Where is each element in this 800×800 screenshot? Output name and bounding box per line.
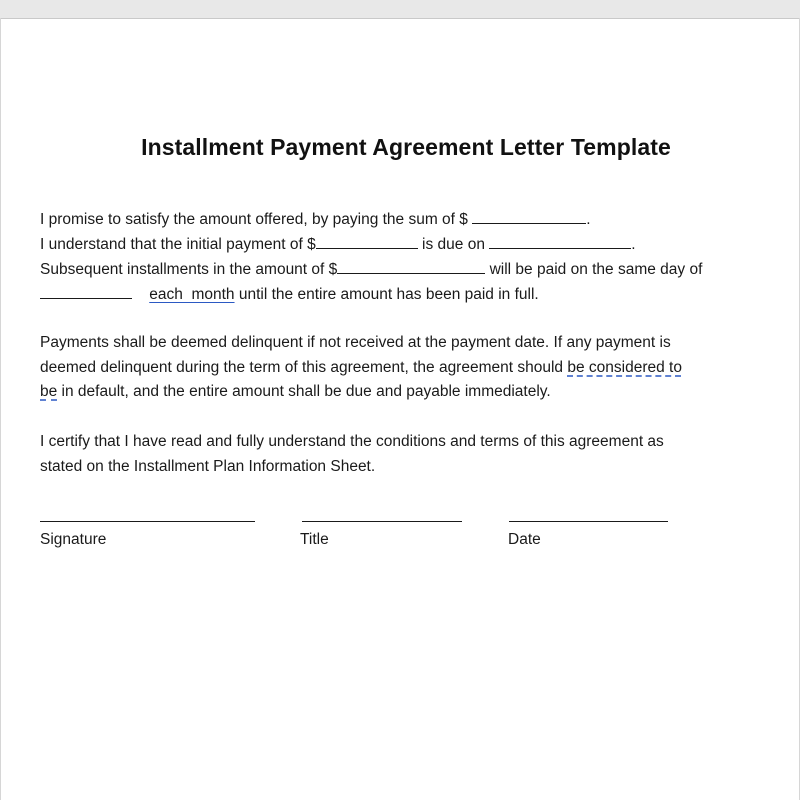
p1-line2-text-a: I understand that the initial payment of $ [40,236,316,253]
p1-line1-end: . [586,211,591,228]
p1-line3-text-b: will be paid on the same day of [485,261,703,278]
paragraph-2-line-2 [40,358,682,378]
installment-amount-blank[interactable] [337,259,485,274]
document-title: Installment Payment Agreement Letter Template [141,134,671,160]
window-top-bar [0,0,800,19]
sum-amount-blank[interactable] [472,209,586,224]
paragraph-3-line-2: stated on the Installment Plan Information Sheet. [40,458,376,475]
signature-label: Signature [40,531,107,548]
p1-line4-rest: until the entire amount has been paid in full. [234,286,539,303]
paragraph-1-line-1 [40,209,591,230]
date-label: Date [508,531,541,548]
each-month-text: each month [149,286,235,303]
title-label: Title [300,531,329,548]
paragraph-3-line-1: I certify that I have read and fully understand the conditions and terms of this agreement as [40,433,664,450]
signature-line[interactable] [40,521,255,522]
p1-line3-text-a: Subsequent installments in the amount of $ [40,261,338,278]
paragraph-1-line-3 [40,259,702,280]
title-line[interactable] [302,521,462,522]
paragraph-2-line-3 [40,382,551,402]
date-line[interactable] [509,521,668,522]
paragraph-1-line-2 [40,234,636,255]
grammar-flagged-text: be considered to [567,359,682,376]
p1-line2-text-b: is due on [417,236,490,253]
day-of-blank[interactable] [40,284,132,299]
paragraph-2-line-1: Payments shall be deemed delinquent if not received at the payment date. If any payment is [40,334,671,351]
initial-payment-blank[interactable] [316,234,418,249]
p2-line2-text: deemed delinquent during the term of this agreement, the agreement should [40,359,568,376]
p1-line2-end: . [631,236,636,253]
paragraph-1-line-4 [40,284,539,305]
p1-line1-text: I promise to satisfy the amount offered, by paying the sum of $ [40,211,473,228]
p2-line3-rest: in default, and the entire amount shall be due and payable immediately. [57,383,551,400]
due-date-blank[interactable] [489,234,631,249]
grammar-flagged-text-continued: be [40,383,58,400]
